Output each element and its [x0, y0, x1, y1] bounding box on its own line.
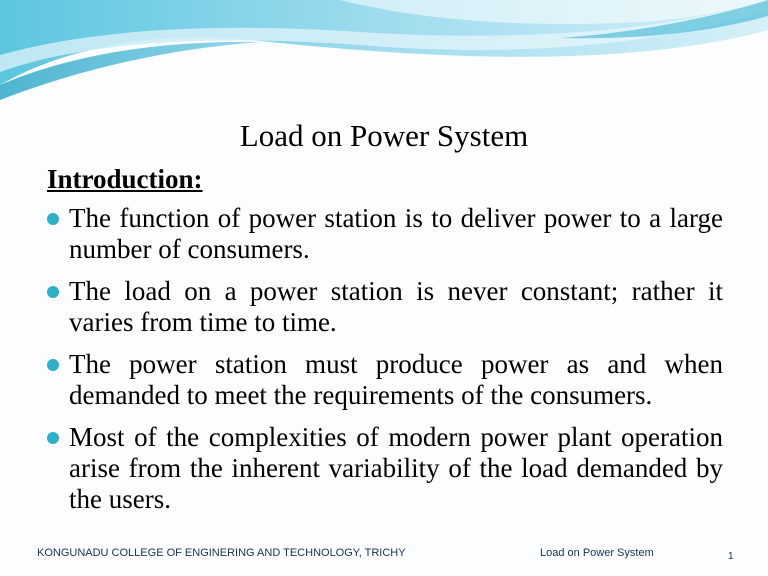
bullet-list: [47, 203, 723, 526]
bullet-dot-icon: [47, 213, 59, 225]
bullet-dot-icon: [47, 432, 59, 444]
bullet-item: [47, 349, 723, 411]
bullet-text: The power station must produce power as and when demanded to meet the requirements of the consumers.: [69, 349, 723, 410]
bullet-text: The load on a power station is never constant; rather it varies from time to time.: [69, 276, 723, 337]
footer-slide-title: Load on Power System: [540, 547, 654, 559]
bullet-text: The function of power station is to deliver power to a large number of consumers.: [69, 203, 723, 264]
bullet-item: [47, 276, 723, 338]
section-heading: Introduction:: [47, 164, 203, 194]
footer-institution: KONGUNADU COLLEGE OF ENGINERING AND TECHNOLOGY, TRICHY: [37, 547, 406, 559]
bullet-dot-icon: [47, 286, 59, 298]
bullet-dot-icon: [47, 359, 59, 371]
header-wave-decoration: [0, 0, 768, 110]
bullet-item: [47, 422, 723, 515]
page-number: 1: [728, 551, 734, 562]
bullet-text: Most of the complexities of modern power plant operation arise from the inherent variability of the load demanded by the users.: [69, 422, 723, 514]
bullet-item: [47, 203, 723, 265]
slide-title: Load on Power System: [239, 118, 529, 153]
